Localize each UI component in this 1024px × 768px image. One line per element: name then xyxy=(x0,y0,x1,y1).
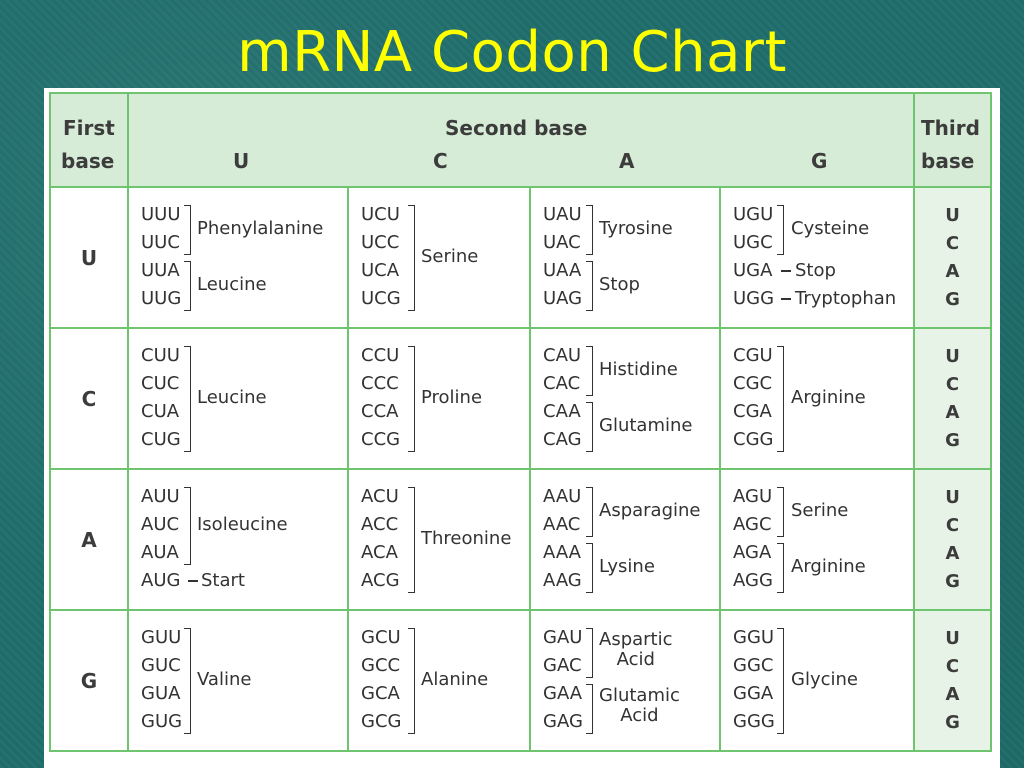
grouping-bracket xyxy=(586,628,593,678)
codon-gau: GAU xyxy=(543,627,583,648)
codon-cell-aa xyxy=(530,469,720,610)
third-base-letter: U xyxy=(945,204,960,226)
grouping-bracket xyxy=(586,543,593,593)
first-base-u: U xyxy=(50,187,128,328)
codon-aca: ACA xyxy=(361,542,398,563)
grouping-bracket xyxy=(184,487,191,565)
codon-ccg: CCG xyxy=(361,429,401,450)
codon-acc: ACC xyxy=(361,514,399,535)
grouping-bracket xyxy=(777,543,784,593)
grouping-bracket xyxy=(184,628,191,734)
codon-row-u xyxy=(50,187,991,328)
codon-cell-uu xyxy=(128,187,348,328)
codon-uuu: UUU xyxy=(141,204,181,225)
grouping-bracket xyxy=(586,261,593,311)
codon-ucc: UCC xyxy=(361,232,400,253)
codon-acg: ACG xyxy=(361,570,400,591)
codon-gag: GAG xyxy=(543,711,583,732)
codon-cga: CGA xyxy=(733,401,772,422)
grouping-bracket xyxy=(777,487,784,537)
third-base-label-line1: Third xyxy=(921,116,980,140)
codon-uuc: UUC xyxy=(141,232,180,253)
codon-gga: GGA xyxy=(733,683,774,704)
codon-cell-gc xyxy=(348,610,530,751)
dash-connector xyxy=(188,580,198,582)
codon-aug: AUG xyxy=(141,570,181,591)
grouping-bracket xyxy=(586,402,593,452)
codon-uac: UAC xyxy=(543,232,581,253)
codon-row-a xyxy=(50,469,991,610)
codon-agc: AGC xyxy=(733,514,772,535)
codon-ucu: UCU xyxy=(361,204,400,225)
codon-cell-ac xyxy=(348,469,530,610)
second-base-letter-a: A xyxy=(619,149,635,173)
grouping-bracket xyxy=(586,684,593,734)
amino-acid-label: Cysteine xyxy=(791,218,870,239)
codon-cgc: CGC xyxy=(733,373,773,394)
codon-auu: AUU xyxy=(141,486,180,507)
amino-acid-label: Tyrosine xyxy=(599,218,673,239)
codon-cell-ua xyxy=(530,187,720,328)
codon-caa: CAA xyxy=(543,401,581,422)
codon-cell-gu xyxy=(128,610,348,751)
third-base-cell-c xyxy=(914,328,991,469)
codon-ugc: UGC xyxy=(733,232,773,253)
codon-cgu: CGU xyxy=(733,345,773,366)
third-base-letter: G xyxy=(945,570,960,592)
codon-guc: GUC xyxy=(141,655,181,676)
grouping-bracket xyxy=(184,261,191,311)
third-base-letter: G xyxy=(945,711,960,733)
codon-cug: CUG xyxy=(141,429,181,450)
codon-aau: AAU xyxy=(543,486,582,507)
third-base-letter: A xyxy=(945,260,960,282)
codon-cell-cc xyxy=(348,328,530,469)
codon-aga: AGA xyxy=(733,542,772,563)
amino-acid-label: Tryptophan xyxy=(795,288,897,309)
codon-auc: AUC xyxy=(141,514,180,535)
first-base-label-line1: First xyxy=(63,116,115,140)
amino-acid-label: Alanine xyxy=(421,669,489,690)
third-base-letter: G xyxy=(945,288,960,310)
third-base-letter: U xyxy=(945,486,960,508)
codon-acu: ACU xyxy=(361,486,399,507)
amino-acid-label: Leucine xyxy=(197,274,267,295)
codon-ggu: GGU xyxy=(733,627,775,648)
codon-gug: GUG xyxy=(141,711,183,732)
codon-uua: UUA xyxy=(141,260,180,281)
amino-acid-label: Isoleucine xyxy=(197,514,288,535)
third-base-letter: C xyxy=(945,373,960,395)
amino-acid-label: Serine xyxy=(421,246,479,267)
codon-cell-ca xyxy=(530,328,720,469)
grouping-bracket xyxy=(408,205,415,311)
grouping-bracket xyxy=(408,487,415,593)
second-base-label: Second base xyxy=(445,116,588,140)
codon-cuu: CUU xyxy=(141,345,180,366)
third-base-letter: U xyxy=(945,627,960,649)
grouping-bracket xyxy=(777,628,784,734)
codon-cag: CAG xyxy=(543,429,582,450)
dash-connector xyxy=(781,298,791,300)
third-base-letter: C xyxy=(945,232,960,254)
codon-ccu: CCU xyxy=(361,345,400,366)
codon-aag: AAG xyxy=(543,570,582,591)
third-base-label-line2: base xyxy=(921,149,975,173)
grouping-bracket xyxy=(586,346,593,396)
codon-uag: UAG xyxy=(543,288,583,309)
third-base-letter: G xyxy=(945,429,960,451)
amino-acid-label: Aspartic Acid xyxy=(599,629,673,670)
codon-cua: CUA xyxy=(141,401,180,422)
codon-cell-gg xyxy=(720,610,914,751)
codon-cell-ga xyxy=(530,610,720,751)
amino-acid-label: Valine xyxy=(197,669,252,690)
amino-acid-label: Glycine xyxy=(791,669,858,690)
header-row xyxy=(50,93,991,187)
third-base-letter: C xyxy=(945,514,960,536)
codon-row-c xyxy=(50,328,991,469)
codon-uaa: UAA xyxy=(543,260,582,281)
amino-acid-label: Histidine xyxy=(599,359,678,380)
codon-uga: UGA xyxy=(733,260,773,281)
third-base-letter: A xyxy=(945,542,960,564)
amino-acid-label: Glutamic Acid xyxy=(599,685,680,726)
codon-gca: GCA xyxy=(361,683,400,704)
codon-gua: GUA xyxy=(141,683,181,704)
dash-connector xyxy=(781,270,791,272)
codon-table xyxy=(49,92,992,752)
codon-gac: GAC xyxy=(543,655,582,676)
codon-agg: AGG xyxy=(733,570,773,591)
third-base-letter: C xyxy=(945,655,960,677)
codon-row-g xyxy=(50,610,991,751)
amino-acid-label: Arginine xyxy=(791,387,866,408)
codon-cgg: CGG xyxy=(733,429,774,450)
third-base-letter: U xyxy=(945,345,960,367)
codon-cell-uc xyxy=(348,187,530,328)
amino-acid-label: Asparagine xyxy=(599,500,701,521)
codon-ggc: GGC xyxy=(733,655,774,676)
amino-acid-label: Glutamine xyxy=(599,415,693,436)
grouping-bracket xyxy=(586,487,593,537)
codon-agu: AGU xyxy=(733,486,773,507)
amino-acid-label: Lysine xyxy=(599,556,655,577)
codon-ucg: UCG xyxy=(361,288,401,309)
second-base-header xyxy=(128,93,914,187)
amino-acid-label: Threonine xyxy=(421,528,512,549)
third-base-cell-g xyxy=(914,610,991,751)
grouping-bracket xyxy=(408,628,415,734)
codon-aac: AAC xyxy=(543,514,581,535)
codon-aaa: AAA xyxy=(543,542,581,563)
grouping-bracket xyxy=(184,346,191,452)
codon-cell-cu xyxy=(128,328,348,469)
codon-cell-ug xyxy=(720,187,914,328)
third-base-cell-u xyxy=(914,187,991,328)
second-base-letter-u: U xyxy=(233,149,250,173)
slide-title: mRNA Codon Chart xyxy=(237,20,787,85)
amino-acid-label: Phenylalanine xyxy=(197,218,324,239)
amino-acid-label: Proline xyxy=(421,387,483,408)
first-base-label-line2: base xyxy=(61,149,115,173)
third-base-letter: A xyxy=(945,683,960,705)
codon-ccc: CCC xyxy=(361,373,399,394)
first-base-a: A xyxy=(50,469,128,610)
third-base-cell-a xyxy=(914,469,991,610)
codon-cca: CCA xyxy=(361,401,399,422)
second-base-letter-g: G xyxy=(811,149,828,173)
amino-acid-label: Serine xyxy=(791,500,849,521)
amino-acid-label: Leucine xyxy=(197,387,267,408)
grouping-bracket xyxy=(408,346,415,452)
codon-uca: UCA xyxy=(361,260,400,281)
codon-aua: AUA xyxy=(141,542,179,563)
codon-ugg: UGG xyxy=(733,288,775,309)
codon-cell-cg xyxy=(720,328,914,469)
amino-acid-label: Stop xyxy=(795,260,836,281)
codon-uau: UAU xyxy=(543,204,582,225)
second-base-letter-c: C xyxy=(433,149,448,173)
codon-cac: CAC xyxy=(543,373,581,394)
codon-gcu: GCU xyxy=(361,627,401,648)
codon-cuc: CUC xyxy=(141,373,180,394)
grouping-bracket xyxy=(777,205,784,255)
amino-acid-label: Stop xyxy=(599,274,640,295)
codon-gcc: GCC xyxy=(361,655,401,676)
grouping-bracket xyxy=(184,205,191,255)
codon-gcg: GCG xyxy=(361,711,402,732)
first-base-g: G xyxy=(50,610,128,751)
grouping-bracket xyxy=(777,346,784,452)
codon-uug: UUG xyxy=(141,288,182,309)
third-base-header xyxy=(914,93,991,187)
first-base-header xyxy=(50,93,128,187)
codon-gaa: GAA xyxy=(543,683,583,704)
amino-acid-label: Start xyxy=(201,570,245,591)
codon-ggg: GGG xyxy=(733,711,775,732)
third-base-letter: A xyxy=(945,401,960,423)
codon-cau: CAU xyxy=(543,345,582,366)
codon-guu: GUU xyxy=(141,627,182,648)
first-base-c: C xyxy=(50,328,128,469)
codon-ugu: UGU xyxy=(733,204,774,225)
codon-cell-au xyxy=(128,469,348,610)
amino-acid-label: Arginine xyxy=(791,556,866,577)
codon-chart-panel xyxy=(44,88,1000,768)
codon-cell-ag xyxy=(720,469,914,610)
grouping-bracket xyxy=(586,205,593,255)
